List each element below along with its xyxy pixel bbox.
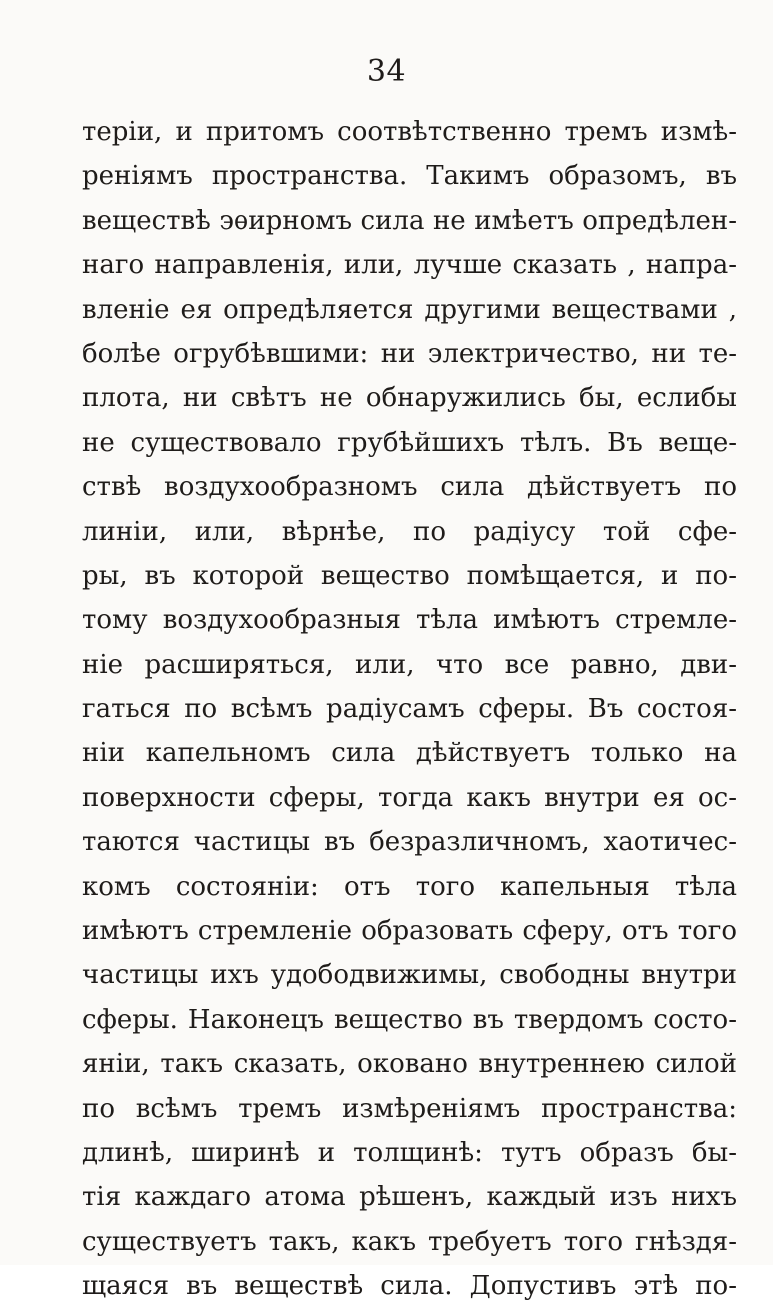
text-line: по всѣмъ тремъ измѣреніямъ пространства: <box>82 1093 737 1124</box>
text-line: яніи, такъ сказать, оковано внутреннею силой <box>82 1049 737 1080</box>
text-line: веществѣ эѳирномъ сила не имѣетъ опредѣлен- <box>82 205 737 236</box>
text-line: сферы. Наконецъ вещество въ твердомъ состо- <box>82 1004 737 1035</box>
text-line: болѣе огрубѣвшими: ни электричество, ни те- <box>82 338 737 369</box>
text-line: реніямъ пространства. Такимъ образомъ, въ <box>82 161 737 192</box>
text-line: таются частицы въ безразличномъ, хаотичес- <box>82 827 737 858</box>
page-number: 34 <box>366 54 407 89</box>
text-line: щаяся въ веществѣ сила. Допустивъ этѣ по- <box>82 1271 737 1302</box>
text-line: ствѣ воздухообразномъ сила дѣйствуетъ по <box>82 472 737 503</box>
text-line: поверхности сферы, тогда какъ внутри ея ос- <box>82 782 737 813</box>
text-line: частицы ихъ удободвижимы, свободны внутри <box>82 960 737 991</box>
text-line: комъ состояніи: отъ того капельныя тѣла <box>82 871 737 902</box>
text-line: наго направленія, или, лучше сказать , напра- <box>82 250 737 281</box>
text-line: вленіе ея опредѣляется другими веществами , <box>82 294 737 325</box>
text-line: ры, въ которой вещество помѣщается, и по- <box>82 560 737 591</box>
body-text <box>82 110 737 1309</box>
text-line: имѣютъ стремленіе образовать сферу, отъ того <box>82 916 737 947</box>
text-line: линіи, или, вѣрнѣе, по радіусу той сфе- <box>82 516 737 547</box>
text-line: ніе расширяться, или, что все равно, дви- <box>82 649 737 680</box>
text-line: существуетъ такъ, какъ требуетъ того гнѣздя- <box>82 1226 737 1257</box>
text-line: тія каждаго атома рѣшенъ, каждый изъ нихъ <box>82 1182 737 1213</box>
text-line: ніи капельномъ сила дѣйствуетъ только на <box>82 738 737 769</box>
text-line: теріи, и притомъ соотвѣтственно тремъ измѣ- <box>82 117 737 147</box>
text-line: не существовало грубѣйшихъ тѣлъ. Въ веще- <box>82 427 737 458</box>
text-line: плота, ни свѣтъ не обнаружились бы, еслибы <box>82 383 737 414</box>
text-line: гаться по всѣмъ радіусамъ сферы. Въ состоя- <box>82 694 737 725</box>
text-line: тому воздухообразныя тѣла имѣютъ стремле- <box>82 605 737 636</box>
text-line: длинѣ, ширинѣ и толщинѣ: тутъ образъ бы- <box>82 1137 737 1168</box>
